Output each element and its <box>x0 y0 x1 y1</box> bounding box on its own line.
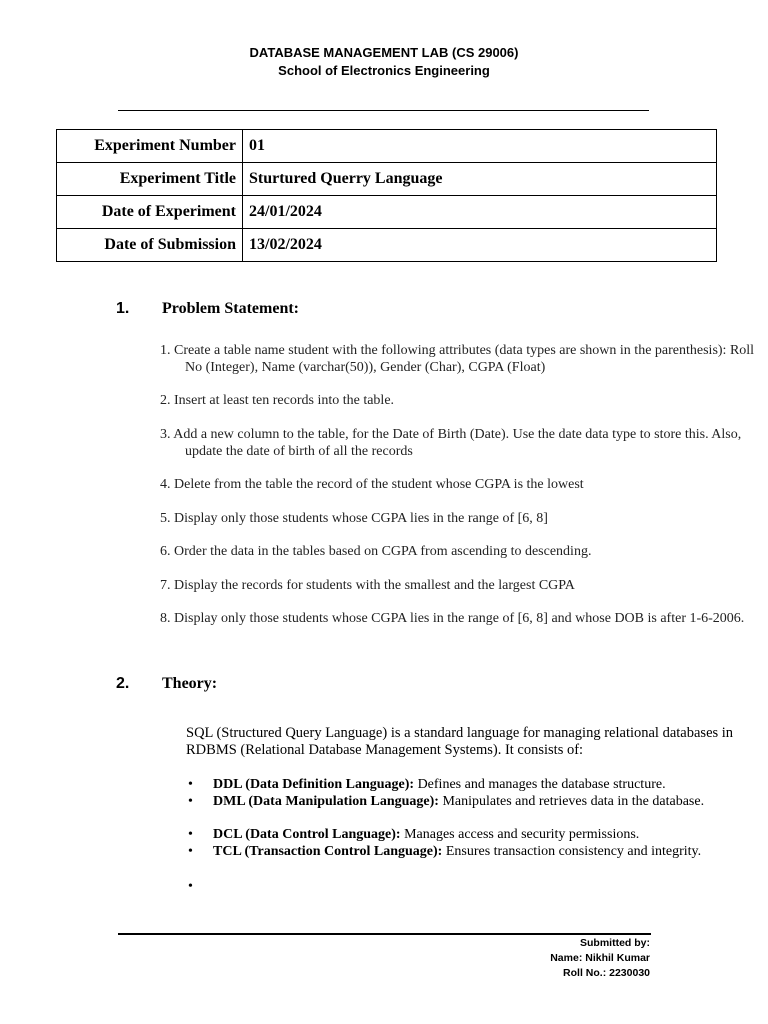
table-row <box>57 196 717 229</box>
experiment-date-value: 24/01/2024 <box>243 196 717 229</box>
list-item: 3. Add a new column to the table, for the Date of Birth (Date). Use the date data type to store this. Also, update the date of birth of all the records <box>160 427 742 459</box>
bullet-icon: • <box>188 777 193 792</box>
bullet-desc: Defines and manages the database structure. <box>414 777 666 792</box>
section-2-number: 2. <box>116 675 130 692</box>
bullet-icon: • <box>188 794 193 809</box>
bullet-term: DDL (Data Definition Language): <box>213 777 415 792</box>
submission-date-value: 13/02/2024 <box>243 229 717 262</box>
list-item: 1. Create a table name student with the following attributes (data types are shown in the parenthesis): Roll No (Integer), Name (varchar(50)), Gender (Char), CGPA (Float) <box>160 343 755 375</box>
list-item <box>188 844 748 876</box>
list-item: 5. Display only those students whose CGPA lies in the range of [6, 8] <box>160 511 548 526</box>
experiment-number-value: 01 <box>243 130 717 163</box>
list-item <box>188 777 748 793</box>
footer-rule <box>118 933 651 935</box>
bullet-icon: • <box>188 879 193 894</box>
school-name: School of Electronics Engineering <box>278 63 490 78</box>
course-title: DATABASE MANAGEMENT LAB (CS 29006) <box>249 45 519 60</box>
bullet-icon: • <box>188 827 193 842</box>
section-1-number: 1. <box>116 300 130 317</box>
experiment-title-label: Experiment Title <box>57 163 243 196</box>
experiment-title-value: Sturtured Querry Language <box>243 163 717 196</box>
experiment-number-label: Experiment Number <box>57 130 243 163</box>
list-item: 8. Display only those students whose CGPA lies in the range of [6, 8] and whose DOB is after 1-6-2006. <box>160 611 745 626</box>
list-item: 2. Insert at least ten records into the table. <box>160 393 395 408</box>
bullet-term: TCL (Transaction Control Language): <box>213 844 443 859</box>
table-row <box>57 130 717 163</box>
submission-date-label: Date of Submission <box>57 229 243 262</box>
submitter-roll: Roll No.: 2230030 <box>563 967 650 979</box>
list-item: 7. Display the records for students with the smallest and the largest CGPA <box>160 578 575 593</box>
header-rule <box>118 110 649 111</box>
experiment-date-label: Date of Experiment <box>57 196 243 229</box>
bullet-desc: Manages access and security permissions. <box>400 827 640 842</box>
bullet-term: DML (Data Manipulation Language): <box>213 794 439 809</box>
table-row <box>57 229 717 262</box>
list-item <box>188 879 748 895</box>
list-item: 6. Order the data in the tables based on CGPA from ascending to descending. <box>160 544 592 559</box>
table-row <box>57 163 717 196</box>
bullet-desc: Manipulates and retrieves data in the database. <box>438 794 705 809</box>
submitter-name: Name: Nikhil Kumar <box>550 952 650 964</box>
theory-intro: SQL (Structured Query Language) is a standard language for managing relational databases in RDBMS (Relational Database Management Systems). It consists of: <box>186 725 734 758</box>
bullet-term: DCL (Data Control Language): <box>213 827 401 842</box>
list-item <box>188 794 748 826</box>
bullet-desc: Ensures transaction consistency and integrity. <box>442 844 702 859</box>
submitted-by-label: Submitted by: <box>580 937 650 949</box>
experiment-info-table <box>56 129 717 262</box>
section-2-title: Theory: <box>162 675 218 692</box>
section-1-title: Problem Statement: <box>162 300 299 317</box>
bullet-icon: • <box>188 844 193 859</box>
list-item <box>188 827 748 843</box>
list-item: 4. Delete from the table the record of the student whose CGPA is the lowest <box>160 477 584 492</box>
